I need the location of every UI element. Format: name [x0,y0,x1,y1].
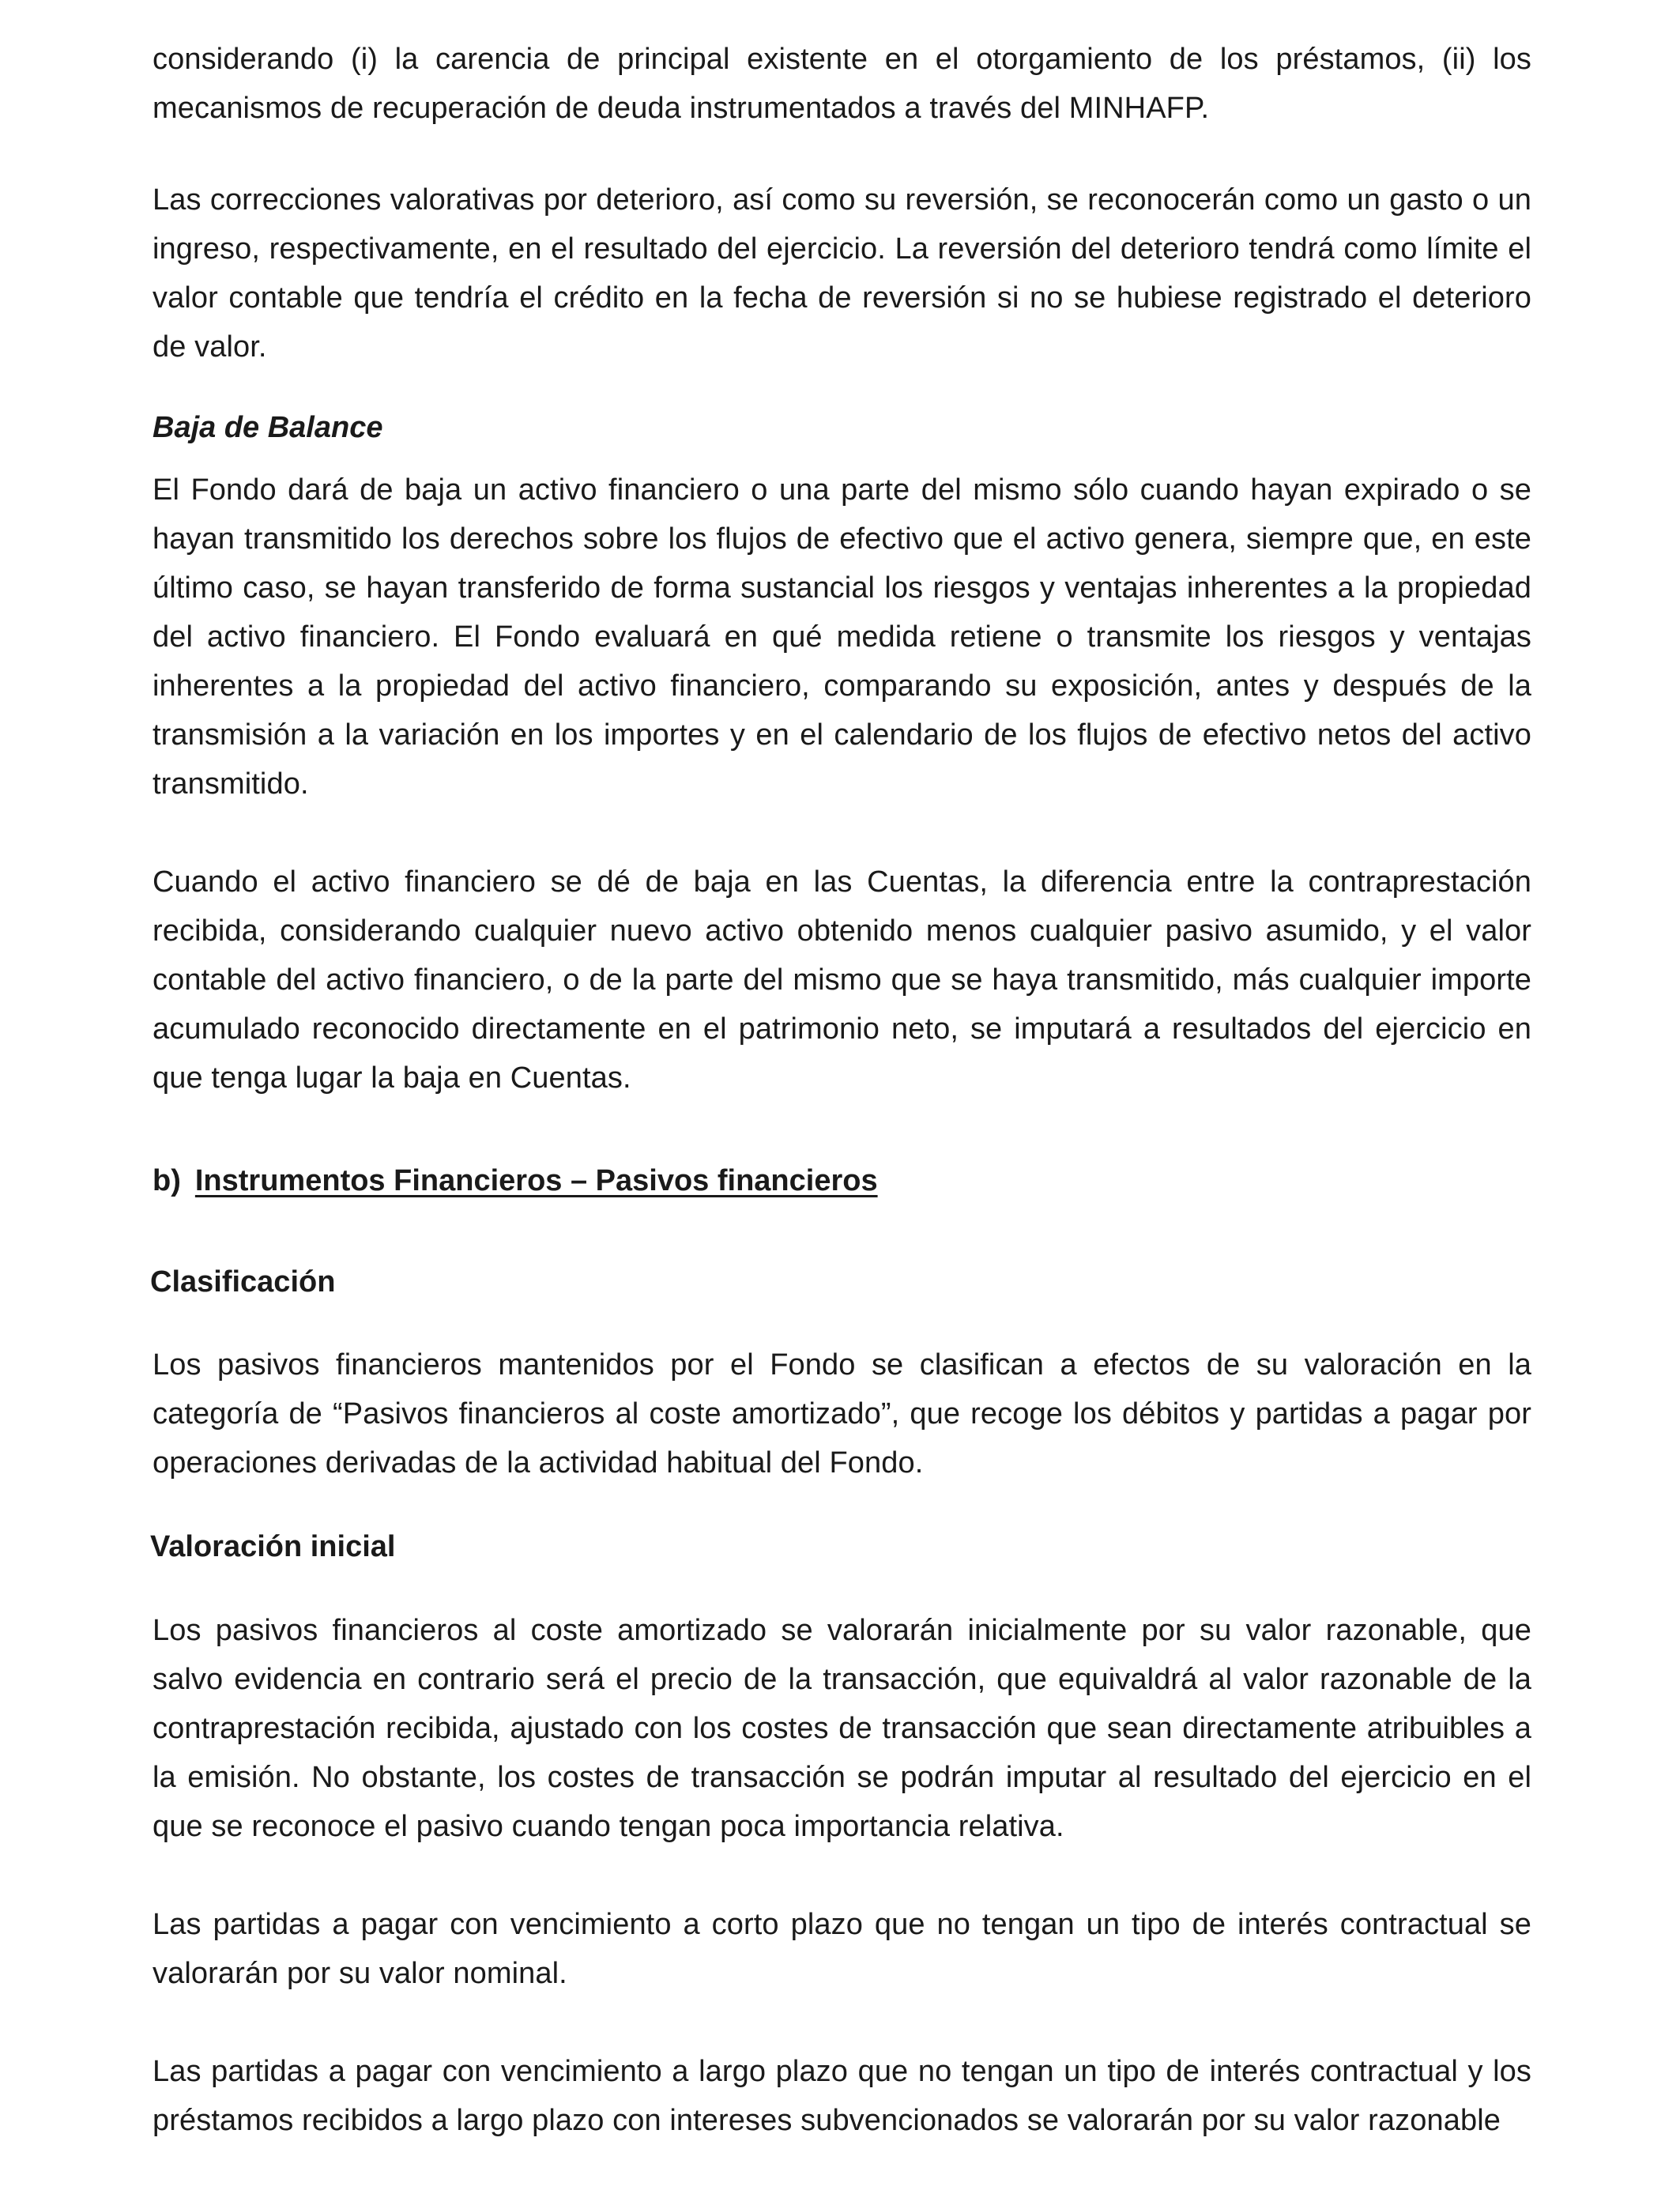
section-heading-pasivos-financieros [153,1156,1531,1205]
paragraph-baja-activo: El Fondo dará de baja un activo financiero o una parte del mismo sólo cuando hayan expirado o se hayan transmitido los derechos sobre los flujos de efectivo que el activo genera, siempre que, en este último caso, se hayan transferido de forma sustancial los riesgos y ventajas inherentes a la propiedad del activo financiero. El Fondo evaluará en qué medida retiene o transmite los riesgos y ventajas inherentes a la propiedad del activo financiero, comparando su exposición, antes y después de la transmisión a la variación en los importes y en el calendario de los flujos de efectivo netos del activo transmitido. [153,473,1531,801]
section-title: Instrumentos Financieros – Pasivos financieros [194,1164,878,1197]
section-number: b) [153,1164,181,1197]
paragraph-deterioro-criteria: considerando (i) la carencia de principal existente en el otorgamiento de los préstamos, (ii) los mecanismos de recuperación de deuda instrumentados a través del MINHAFP. [153,43,1531,125]
heading-baja-de-balance: Baja de Balance [153,411,383,444]
paragraph-largo-plazo: Las partidas a pagar con vencimiento a largo plazo que no tengan un tipo de interés contractual y los préstamos recibidos a largo plazo con intereses subvencionados se valorarán por su valor razonable [153,2055,1531,2137]
paragraph-contraprestacion: Cuando el activo financiero se dé de baja en las Cuentas, la diferencia entre la contraprestación recibida, considerando cualquier nuevo activo obtenido menos cualquier pasivo asumido, y el valor contable del activo financiero, o de la parte del mismo que se haya transmitido, más cualquier importe acumulado reconocido directamente en el patrimonio neto, se imputará a resultados del ejercicio en que tenga lugar la baja en Cuentas. [153,865,1531,1095]
document-page [150,35,1531,2145]
paragraph-correcciones-valorativas: Las correcciones valorativas por deterioro, así como su reversión, se reconocerán como un gasto o un ingreso, respectivamente, en el resultado del ejercicio. La reversión del deterioro tendrá como límite el valor contable que tendría el crédito en la fecha de reversión si no se hubiese registrado el deterioro de valor. [153,183,1531,364]
paragraph-clasificacion: Los pasivos financieros mantenidos por el Fondo se clasifican a efectos de su valoración en la categoría de “Pasivos financieros al coste amortizado”, que recoge los débitos y partidas a pagar por operaciones derivadas de la actividad habitual del Fondo. [153,1348,1531,1480]
heading-valoracion-inicial: Valoración inicial [150,1530,396,1563]
heading-clasificacion: Clasificación [150,1265,336,1299]
paragraph-corto-plazo: Las partidas a pagar con vencimiento a corto plazo que no tengan un tipo de interés contractual se valorarán por su valor nominal. [153,1908,1531,1990]
paragraph-valoracion-inicial: Los pasivos financieros al coste amortizado se valorarán inicialmente por su valor razonable, que salvo evidencia en contrario será el precio de la transacción, que equivaldrá al valor razonable de la contraprestación recibida, ajustado con los costes de transacción que sean directamente atribuibles a la emisión. No obstante, los costes de transacción se podrán imputar al resultado del ejercicio en el que se reconoce el pasivo cuando tengan poca importancia relativa. [153,1614,1531,1843]
